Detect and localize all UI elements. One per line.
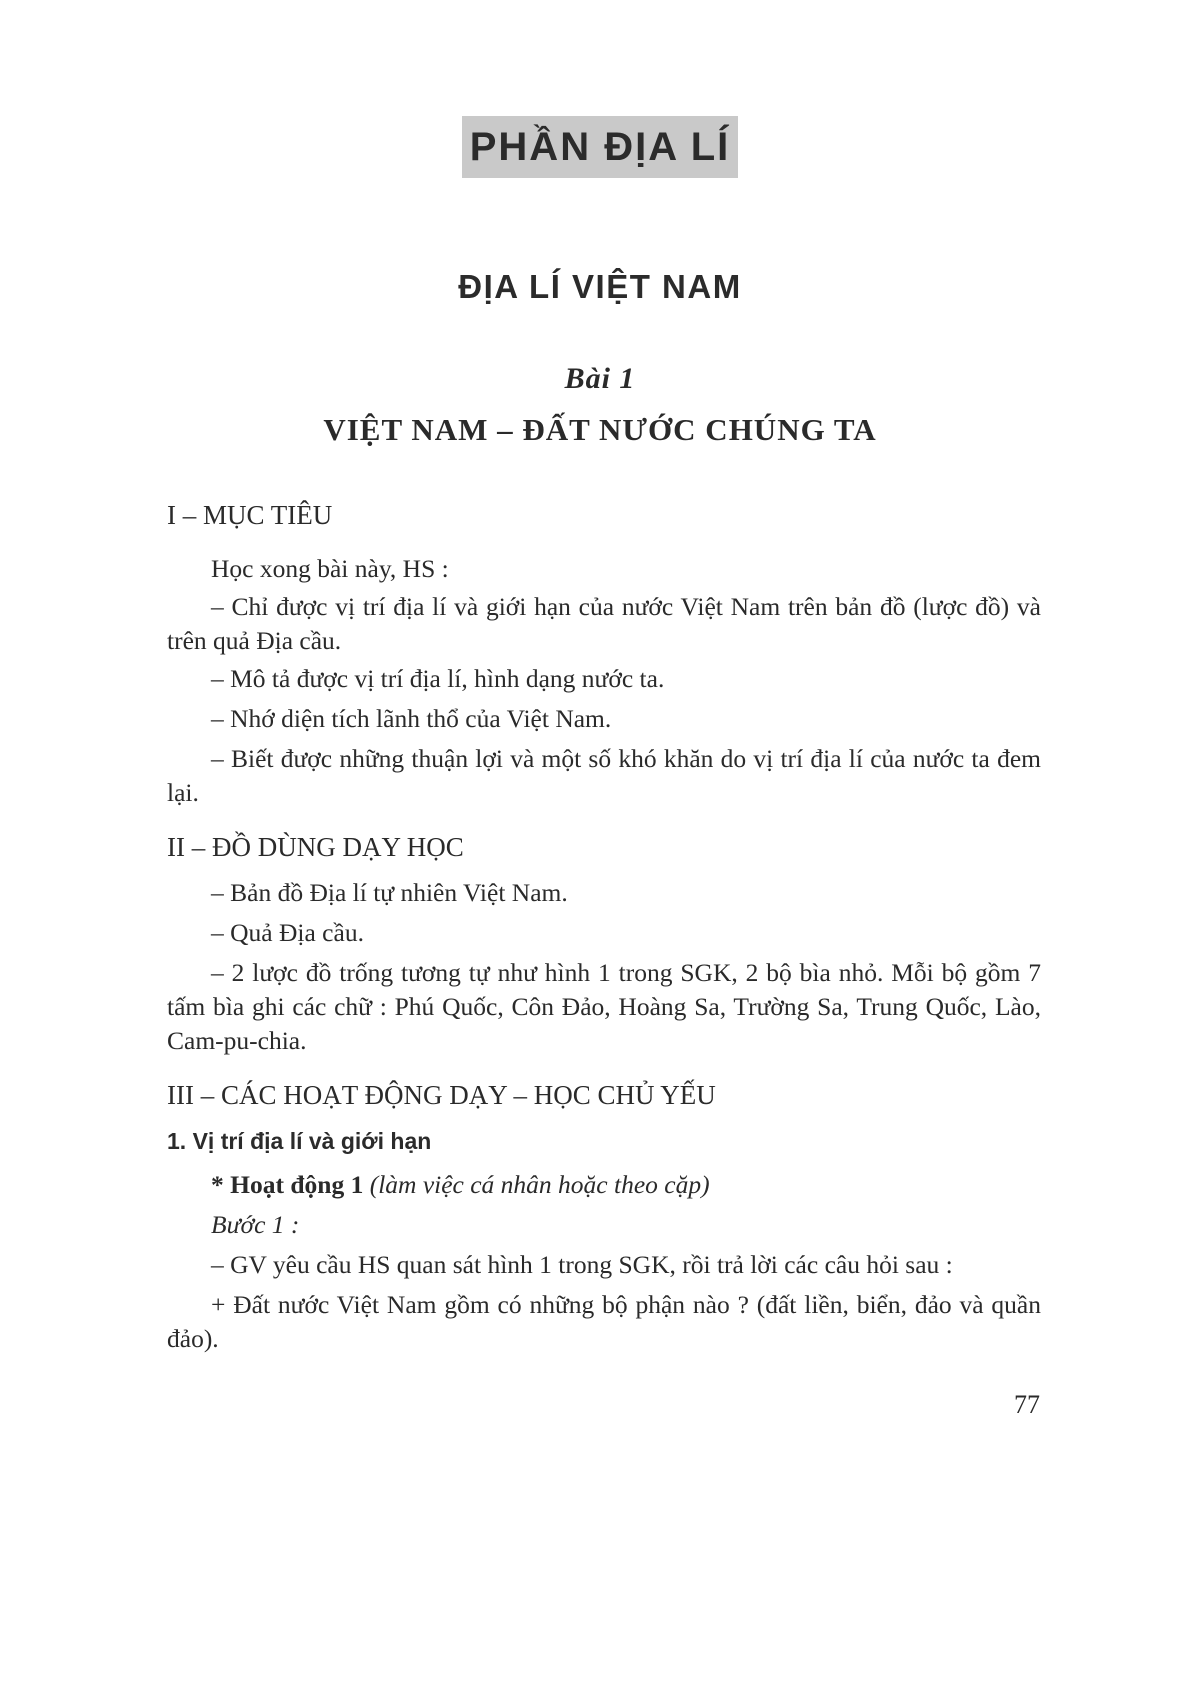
lesson-number: Bài 1: [564, 362, 636, 395]
objective-item: – Nhớ diện tích lãnh thổ của Việt Nam.: [211, 704, 612, 733]
activity-line: [211, 1168, 1041, 1202]
part-title: PHẦN ĐỊA LÍ: [462, 116, 738, 178]
objective-item: – Biết được những thuận lợi và một số khó khăn do vị trí địa lí của nước ta đem lại.: [167, 744, 1041, 807]
objectives-heading: I – MỤC TIÊU: [167, 500, 333, 530]
section-title: ĐỊA LÍ VIỆT NAM: [458, 268, 742, 305]
objective-item: – Mô tả được vị trí địa lí, hình dạng nước ta.: [211, 664, 665, 693]
activity-text: + Đất nước Việt Nam gồm có những bộ phận nào ? (đất liền, biển, đảo và quần đảo).: [167, 1290, 1041, 1353]
materials-heading: II – ĐỒ DÙNG DẠY HỌC: [167, 832, 464, 862]
activity-note: (làm việc cá nhân hoặc theo cặp): [369, 1170, 710, 1199]
objectives-intro: Học xong bài này, HS :: [211, 554, 449, 583]
page-number: 77: [1014, 1390, 1040, 1419]
subsection-title: 1. Vị trí địa lí và giới hạn: [167, 1128, 432, 1154]
activity-text: – GV yêu cầu HS quan sát hình 1 trong SGK, rồi trả lời các câu hỏi sau :: [211, 1250, 953, 1279]
step-label: Bước 1 :: [211, 1210, 300, 1239]
objective-item: – Chỉ được vị trí địa lí và giới hạn của nước Việt Nam trên bản đồ (lược đồ) và trên quả Địa cầu.: [167, 592, 1041, 655]
material-item: – Bản đồ Địa lí tự nhiên Việt Nam.: [211, 878, 568, 907]
material-item: – 2 lược đồ trống tương tự như hình 1 trong SGK, 2 bộ bìa nhỏ. Mỗi bộ gồm 7 tấm bìa ghi các chữ : Phú Quốc, Côn Đảo, Hoàng Sa, Trường Sa, Trung Quốc, Lào, Cam-pu-chia.: [167, 958, 1041, 1055]
lesson-title: VIỆT NAM – ĐẤT NƯỚC CHÚNG TA: [323, 412, 877, 447]
activities-heading: III – CÁC HOẠT ĐỘNG DẠY – HỌC CHỦ YẾU: [167, 1080, 716, 1110]
material-item: – Quả Địa cầu.: [211, 918, 364, 947]
activity-label: * Hoạt động 1: [211, 1170, 364, 1199]
